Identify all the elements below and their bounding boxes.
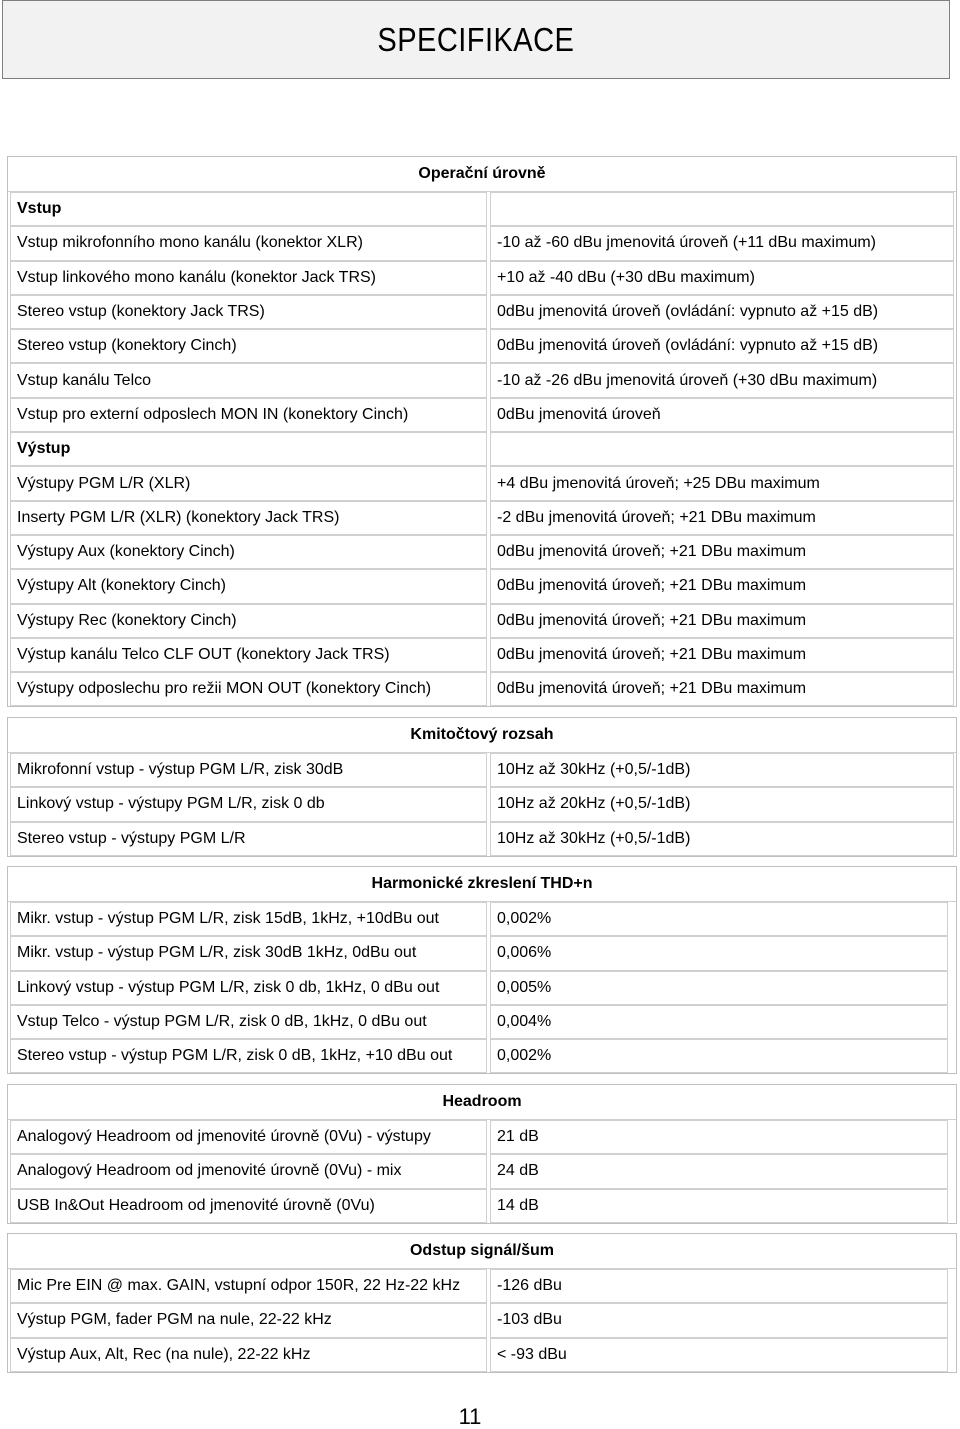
spec-label: Výstupy Rec (konektory Cinch) [10,604,487,638]
spec-label: Stereo vstup (konektory Jack TRS) [10,295,487,329]
spec-value: 10Hz až 30kHz (+0,5/-1dB) [490,822,954,856]
spec-value: -10 až -60 dBu jmenovitá úroveň (+11 dBu maximum) [490,226,954,260]
spec-label: Výstupy odposlechu pro režii MON OUT (konektory Cinch) [10,672,487,706]
spec-value: 0,002% [490,1039,948,1073]
label-column [10,1120,488,1223]
spec-label: Výstup PGM, fader PGM na nule, 22-22 kHz [10,1303,487,1337]
spec-label: Vstup linkového mono kanálu (konektor Jack TRS) [10,261,487,295]
spec-value: 0dBu jmenovitá úroveň; +21 DBu maximum [490,535,954,569]
spec-value: 0dBu jmenovitá úroveň; +21 DBu maximum [490,638,954,672]
section-operacni-urovne [7,156,957,707]
section-heading: Headroom [8,1085,956,1120]
spec-value: -103 dBu [490,1303,948,1337]
spec-value [490,432,954,466]
spec-value: 14 dB [490,1189,948,1223]
spec-label: USB In&Out Headroom od jmenovité úrovně (0Vu) [10,1189,487,1223]
section-heading: Operační úrovně [8,157,956,192]
page-title: SPECIFIKACE [377,20,575,58]
spec-value: 10Hz až 30kHz (+0,5/-1dB) [490,753,954,787]
section-odstup-signal-sum [7,1233,957,1373]
section-heading: Kmitočtový rozsah [8,718,956,753]
spec-value: 0dBu jmenovitá úroveň (ovládání: vypnuto až +15 dB) [490,329,954,363]
section-heading: Harmonické zkreslení THD+n [8,867,956,902]
spec-label: Mikr. vstup - výstup PGM L/R, zisk 15dB, 1kHz, +10dBu out [10,902,487,936]
spec-label: Výstup Aux, Alt, Rec (na nule), 22-22 kHz [10,1338,487,1372]
spec-label: Linkový vstup - výstup PGM L/R, zisk 0 db, 1kHz, 0 dBu out [10,971,487,1005]
spec-label: Vstup [10,192,487,226]
spec-label: Výstupy PGM L/R (XLR) [10,466,487,500]
value-column [488,1120,948,1223]
value-column [488,1269,948,1372]
spec-label: Stereo vstup (konektory Cinch) [10,329,487,363]
page-number: 11 [458,1404,482,1429]
spec-label: Vstup pro externí odposlech MON IN (konektory Cinch) [10,398,487,432]
spec-label: Vstup mikrofonního mono kanálu (konektor XLR) [10,226,487,260]
spec-label: Výstup kanálu Telco CLF OUT (konektory Jack TRS) [10,638,487,672]
section-headroom [7,1084,957,1224]
spec-value: 24 dB [490,1154,948,1188]
spec-label: Výstupy Alt (konektory Cinch) [10,569,487,603]
spec-value: +10 až -40 dBu (+30 dBu maximum) [490,261,954,295]
spec-label: Vstup Telco - výstup PGM L/R, zisk 0 dB, 1kHz, 0 dBu out [10,1005,487,1039]
spec-value: 0,004% [490,1005,948,1039]
label-column [10,902,488,1073]
spec-label: Analogový Headroom od jmenovité úrovně (0Vu) - mix [10,1154,487,1188]
spec-value: 0dBu jmenovitá úroveň [490,398,954,432]
label-column [10,1269,488,1372]
section-harmonicke-zkresleni [7,866,957,1074]
value-column [488,753,954,856]
spec-label: Stereo vstup - výstupy PGM L/R [10,822,487,856]
spec-value: +4 dBu jmenovitá úroveň; +25 DBu maximum [490,466,954,500]
spec-label: Linkový vstup - výstupy PGM L/R, zisk 0 db [10,787,487,821]
spec-label: Mic Pre EIN @ max. GAIN, vstupní odpor 150R, 22 Hz-22 kHz [10,1269,487,1303]
spec-label: Vstup kanálu Telco [10,363,487,397]
spec-value [490,192,954,226]
label-column [10,753,488,856]
spec-value: 0dBu jmenovitá úroveň; +21 DBu maximum [490,569,954,603]
spec-value: -2 dBu jmenovitá úroveň; +21 DBu maximum [490,501,954,535]
title-box [2,0,950,79]
label-column [10,192,488,706]
value-column [488,902,948,1073]
spec-value: 21 dB [490,1120,948,1154]
value-column [488,192,954,706]
spec-label: Výstup [10,432,487,466]
spec-value: 0dBu jmenovitá úroveň; +21 DBu maximum [490,672,954,706]
spec-label: Mikr. vstup - výstup PGM L/R, zisk 30dB 1kHz, 0dBu out [10,936,487,970]
spec-label: Mikrofonní vstup - výstup PGM L/R, zisk 30dB [10,753,487,787]
spec-label: Stereo vstup - výstup PGM L/R, zisk 0 dB, 1kHz, +10 dBu out [10,1039,487,1073]
spec-value: 0,005% [490,971,948,1005]
spec-value: -10 až -26 dBu jmenovitá úroveň (+30 dBu maximum) [490,363,954,397]
spec-value: -126 dBu [490,1269,948,1303]
spec-value: 0dBu jmenovitá úroveň (ovládání: vypnuto až +15 dB) [490,295,954,329]
spec-value: 10Hz až 20kHz (+0,5/-1dB) [490,787,954,821]
section-kmitoctovy-rozsah [7,717,957,857]
spec-value: 0dBu jmenovitá úroveň; +21 DBu maximum [490,604,954,638]
spec-label: Analogový Headroom od jmenovité úrovně (0Vu) - výstupy [10,1120,487,1154]
spec-value: < -93 dBu [490,1338,948,1372]
spec-value: 0,002% [490,902,948,936]
spec-label: Inserty PGM L/R (XLR) (konektory Jack TRS) [10,501,487,535]
section-heading: Odstup signál/šum [8,1234,956,1269]
spec-value: 0,006% [490,936,948,970]
spec-label: Výstupy Aux (konektory Cinch) [10,535,487,569]
